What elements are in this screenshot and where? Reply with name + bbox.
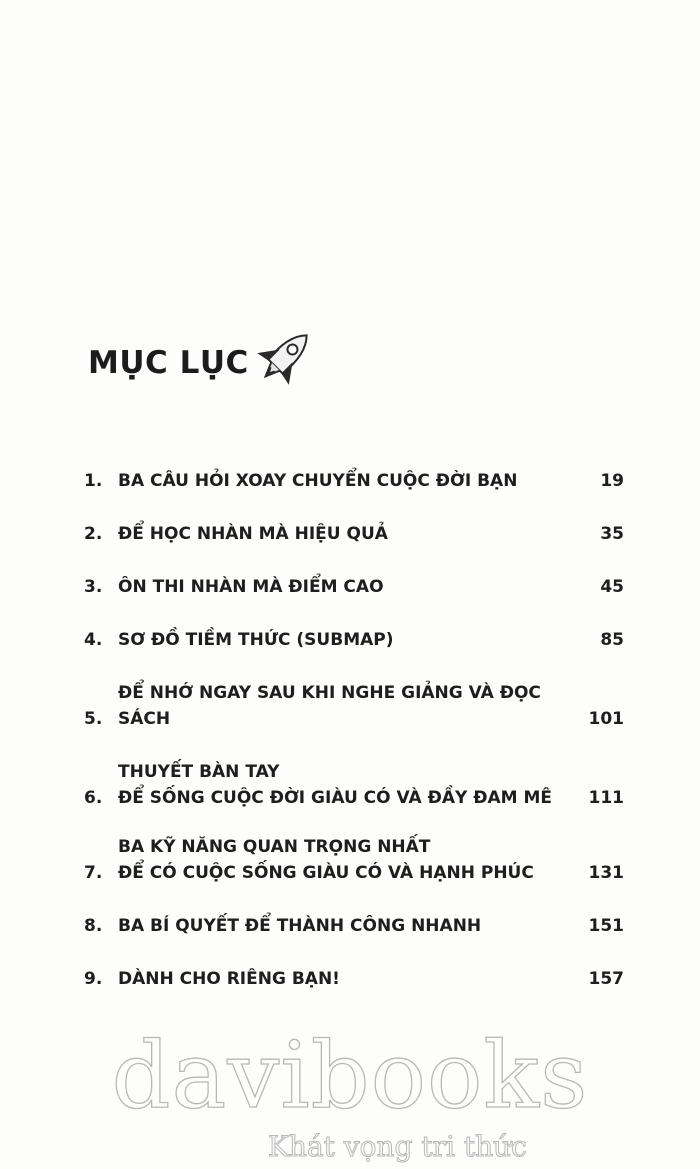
toc-entry-title-line: ÔN THI NHÀN MÀ ĐIỂM CAO [118, 577, 384, 597]
toc-entry-number: 2. [84, 524, 103, 544]
toc-entry-page-number: 45 [600, 577, 624, 597]
toc-entry-page-number: 101 [588, 709, 624, 729]
toc-list [84, 468, 624, 992]
toc-entry-title [118, 627, 584, 653]
toc-entry [84, 966, 624, 992]
toc-entry-title [118, 759, 584, 811]
watermark [0, 1022, 700, 1163]
toc-entry [84, 468, 624, 494]
toc-entry-page-number: 111 [588, 788, 624, 808]
toc-entry [84, 574, 624, 600]
watermark-brand: davibooks [111, 1022, 589, 1129]
toc-entry-title [118, 913, 584, 939]
toc-entry-title-line: ĐỂ HỌC NHÀN MÀ HIỆU QUẢ [118, 524, 388, 544]
toc-entry-page-number: 131 [588, 863, 624, 883]
toc-entry-title [118, 574, 584, 600]
toc-heading [88, 345, 249, 381]
toc-entry [84, 627, 624, 653]
toc-entry-number: 3. [84, 577, 103, 597]
toc-entry-title-line: BA KỸ NĂNG QUAN TRỌNG NHẤT [118, 837, 431, 857]
toc-entry [84, 759, 624, 811]
toc-entry [84, 834, 624, 886]
toc-entry-number: 7. [84, 863, 103, 883]
toc-entry-number: 6. [84, 788, 103, 808]
watermark-slogan: Khát vọng tri thức [268, 1130, 527, 1163]
toc-entry-page-number: 151 [588, 916, 624, 936]
rocket-icon [248, 322, 320, 394]
toc-entry-number: 1. [84, 471, 103, 491]
toc-entry [84, 521, 624, 547]
toc-entry-title [118, 521, 584, 547]
toc-entry-number: 4. [84, 630, 103, 650]
toc-entry-page-number: 157 [588, 969, 624, 989]
toc-entry-number: 9. [84, 969, 103, 989]
toc-entry-title-line: BA CÂU HỎI XOAY CHUYỂN CUỘC ĐỜI BẠN [118, 471, 518, 491]
toc-entry-title [118, 468, 584, 494]
toc-entry-title-line: ĐỂ NHỚ NGAY SAU KHI NGHE GIẢNG VÀ ĐỌC SÁCH [118, 683, 541, 729]
toc-entry-title-line: THUYẾT BÀN TAY [118, 762, 280, 782]
toc-entry-title-line: SƠ ĐỒ TIỀM THỨC (SUBMAP) [118, 630, 394, 650]
toc-entry-title [118, 966, 584, 992]
toc-entry-title-line: ĐỂ SỐNG CUỘC ĐỜI GIÀU CÓ VÀ ĐẦY ĐAM MÊ [118, 788, 552, 808]
toc-entry [84, 680, 624, 732]
toc-entry [84, 913, 624, 939]
toc-entry-page-number: 85 [600, 630, 624, 650]
toc-entry-page-number: 35 [600, 524, 624, 544]
toc-entry-title [118, 834, 584, 886]
toc-entry-title-line: ĐỂ CÓ CUỘC SỐNG GIÀU CÓ VÀ HẠNH PHÚC [118, 863, 534, 883]
toc-entry-page-number: 19 [600, 471, 624, 491]
toc-entry-title-line: BA BÍ QUYẾT ĐỂ THÀNH CÔNG NHANH [118, 916, 482, 936]
toc-entry-title-line: DÀNH CHO RIÊNG BẠN! [118, 969, 340, 989]
toc-entry-title [118, 680, 584, 732]
toc-entry-number: 8. [84, 916, 103, 936]
toc-entry-number: 5. [84, 709, 103, 729]
page-title: MỤC LỤC [88, 345, 249, 381]
